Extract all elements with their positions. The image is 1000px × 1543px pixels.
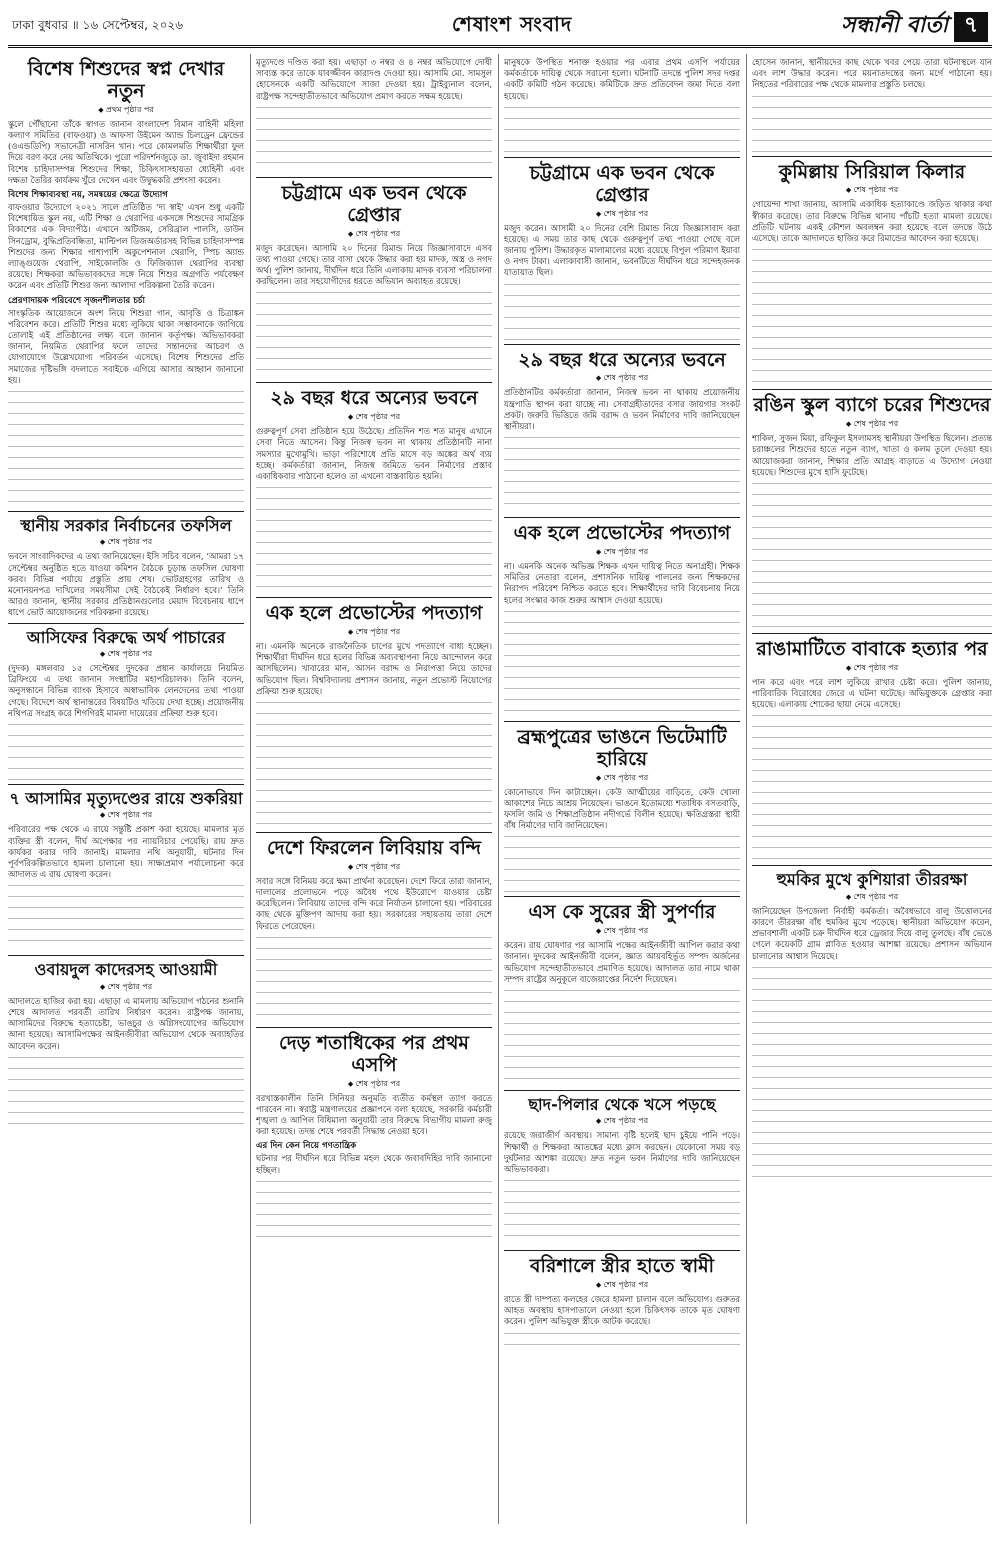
news-story xyxy=(256,54,492,178)
story-byline: ◆ শেষ পৃষ্ঠার পর xyxy=(256,626,492,639)
story-headline: ছাদ-পিলার থেকে খসে পড়ছে xyxy=(528,1094,716,1114)
text-filler xyxy=(256,933,492,1023)
text-filler xyxy=(256,698,492,828)
story-body: রয়েছে জরাজীর্ণ অবস্থায়। সামান্য বৃষ্টি হলেই ছাদ চুইয়ে পানি পড়ে। শিক্ষার্থী ও শিক্ষকরা আতঙ্কের মধ্যে ক্লাস করছেন। যেকোনো সময় বড় দুর্ঘটনার আশঙ্কা রয়েছে। দ্রুত নতুন ভবন নির্মাণের দাবি জানিয়েছেন অভিভাবকরা। xyxy=(504,1130,740,1174)
story-headline: হুমকির মুখে কুশিয়ারা তীররক্ষা xyxy=(776,870,968,890)
story-body: হোসেন জানান, স্থানীয়দের কাছ থেকে খবর পেয়ে তারা ঘটনাস্থলে যান এবং লাশ উদ্ধার করেন। পরে ময়নাতদন্তের জন্য মর্গে পাঠানো হয়। নিহতের পরিবারের পক্ষ থেকে মামলার প্রস্তুতি চলছে। xyxy=(752,57,992,90)
story-byline: ◆ শেষ পৃষ্ঠার পর xyxy=(752,891,992,904)
story-byline: ◆ শেষ পৃষ্ঠার পর xyxy=(504,1115,740,1128)
story-headline: কুমিল্লায় সিরিয়াল কিলার xyxy=(778,160,966,183)
news-story xyxy=(752,390,992,634)
news-story xyxy=(752,634,992,866)
issue-date: ঢাকা বুধবার ॥ ১৬ সেপ্টেম্বর, ২০২৬ xyxy=(12,17,184,32)
news-story xyxy=(8,624,244,785)
column-rule xyxy=(250,54,251,1524)
story-byline: ◆ শেষ পৃষ্ঠার পর xyxy=(256,411,492,424)
story-headline: দেশে ফিরলেন লিবিয়ায় বন্দি xyxy=(266,837,482,860)
newspaper-logo: সন্ধানী বার্তা xyxy=(841,12,948,38)
news-story xyxy=(256,178,492,384)
story-headline: স্থানীয় সরকার নির্বাচনের তফসিল xyxy=(20,515,232,535)
story-byline: ◆ শেষ পৃষ্ঠার পর xyxy=(504,1279,740,1292)
story-subheading: বিশেষ শিক্ষাব্যবস্থা নয়, সমন্বয়ের ক্ষেত্রে উদ্যোগ xyxy=(8,189,168,200)
story-headline: এক হলে প্রভোস্টের পদত্যাগ xyxy=(513,522,731,545)
page-number: ৭ xyxy=(954,12,988,42)
story-byline: ◆ শেষ পৃষ্ঠার পর xyxy=(8,648,244,661)
story-byline: ◆ শেষ পৃষ্ঠার পর xyxy=(752,418,992,431)
news-story xyxy=(8,54,244,512)
story-body: স্কুলে পৌঁছানো তাঁকে স্বাগত জানান বাংলাদেশ বিমান বাহিনী মহিলা কল্যাণ সমিতির (বাফওয়া) ও আফসা উইমেন অ্যান্ড চিলড্রেন ফ্রেন্ডের (ওএন্ডডিপি) সভানেত্রী নাসরিন খান। পরে কোমলমতি শিক্ষার্থীরা ফুল দিয়ে বরণ করে নেয় অতিথিকে। পুরো পরিদর্শনজুড়ে ডা. জুবাইদা রহমান বিশেষ চাহিদাসম্পন্ন শিশুদের শিক্ষা, চিকিৎসাসহায়তা ধ্যেহিনী এবং দক্ষতা তৈরির কার্যক্রম খুঁরে দেখেন এবং উদ্বুদ্ধকরি প্রশংসা করেন। xyxy=(8,118,244,185)
text-filler xyxy=(752,245,992,385)
story-byline: ◆ শেষ পৃষ্ঠার পর xyxy=(752,662,992,675)
news-story xyxy=(504,345,740,519)
story-body: পরিবারের পক্ষ থেকে এ রায়ে সন্তুষ্টি প্রকাশ করা হয়েছে। মামলার মৃত ব্যক্তির স্ত্রী বলেন, দীর্ঘ অপেক্ষার পর ন্যায়বিচার পেয়েছি। রায় দ্রুত কার্যকর করার দাবি জানাই। মামলার নথি অনুযায়ী, ঘটনার দিন পূর্বপরিকল্পিতভাবে হামলা চালানো হয়। সাক্ষ্যপ্রমাণ পর্যালোচনা করে আদালত এ রায় ঘোষণা করেন। xyxy=(8,824,244,880)
text-filler xyxy=(504,1176,740,1246)
story-body: প্রতিষ্ঠানটির কর্মকর্তারা জানান, নিজস্ব ভবন না থাকায় প্রয়োজনীয় যন্ত্রপাতি স্থাপন করা যাচ্ছে না। সেবাগ্রহীতাদের বসার জায়গার সংকট প্রকট। জরুরি ভিত্তিতে জমি বরাদ্দ ও ভবন নির্মাণের দাবি জানিয়েছেন স্থানীয়রা। xyxy=(504,387,740,431)
text-filler xyxy=(256,103,492,173)
story-body: রাতে স্ত্রী দাম্পত্য কলহের জেরে হামলা চালান বলে অভিযোগ। গুরুতর আহত অবস্থায় হাসপাতালে নেওয়া হলে চিকিৎসক তাকে মৃত ঘোষণা করেন। পুলিশ অভিযুক্ত স্ত্রীকে আটক করেছে। xyxy=(504,1294,740,1327)
story-byline: ◆ শেষ পৃষ্ঠার পর xyxy=(256,1078,492,1091)
news-story xyxy=(504,1251,740,1352)
story-headline: এক হলে প্রভোস্টের পদত্যাগ xyxy=(265,602,483,625)
story-headline: ২৯ বছর ধরে অন্যের ভবনে xyxy=(518,348,726,371)
text-filler xyxy=(504,986,740,1086)
story-body: মৃত্যুদণ্ডে দণ্ডিত করা হয়। এছাড়া ৩ নম্বর ও ৪ নম্বর অভিযোগে দোষী সাব্যস্ত করে তাকে যাবজ্জীবন কারাদণ্ড দেওয়া হয়। আসামি মো. সামসুল হোসেনকে একটি অভিযোগে সাজা দেওয়া হয়। ট্রাইব্যুনাল বলেন, রাষ্ট্রপক্ষ সন্দেহাতীতভাবে অভিযোগ প্রমাণ করতে সক্ষম হয়েছে। xyxy=(256,57,492,101)
text-filler xyxy=(752,963,992,1183)
news-story xyxy=(8,785,244,956)
story-byline: ◆ শেষ পৃষ্ঠার পর xyxy=(504,546,740,559)
news-story xyxy=(752,157,992,391)
news-story xyxy=(256,1028,492,1241)
news-story xyxy=(504,518,740,722)
text-filler xyxy=(256,288,492,378)
news-story xyxy=(256,383,492,598)
story-body: মানুষকে উপস্থিত শনাক্ত হওয়ার পর এবার প্রথম এসপি পর্যায়ের কর্মকর্তাকে দায়িত্ব থেকে সরানো হলো। ঘটনাটি তদন্তে পুলিশ সদর দপ্তর একটি কমিটি গঠন করেছে। কমিটিকে দ্রুত প্রতিবেদন জমা দিতে বলা হয়েছে। xyxy=(504,57,740,101)
text-filler xyxy=(752,479,992,629)
text-filler xyxy=(8,720,244,780)
story-headline: চট্টগ্রামে এক ভবন থেকে গ্রেপ্তার xyxy=(281,181,467,226)
story-body: কোনোভাবে দিন কাটাচ্ছেন। কেউ আত্মীয়ের বাড়িতে, কেউ খোলা আকাশের নিচে আশ্রয় নিয়েছেন। ভাঙনে ইতোমধ্যে শতাধিক বসতবাড়ি, ফসলি জমি ও শিক্ষাপ্রতিষ্ঠান নদীগর্ভে বিলীন হয়েছে। ক্ষতিগ্রস্তরা স্থায়ী বাঁধ নির্মাণের দাবি জানিয়েছেন। xyxy=(504,786,740,831)
story-headline: ৭ আসামির মৃত্যুদণ্ডের রায়ে শুকরিয়া xyxy=(9,788,243,808)
story-byline: ◆ শেষ পৃষ্ঠার পর xyxy=(8,981,244,994)
brand xyxy=(841,8,988,45)
text-filler xyxy=(504,607,740,717)
text-filler xyxy=(256,1177,492,1237)
news-story xyxy=(504,54,740,158)
text-filler xyxy=(504,433,740,513)
text-filler xyxy=(504,832,740,892)
story-body: মজুদ করেছেন। আসামি ২০ দিনের রিমান্ড নিয়ে জিজ্ঞাসাবাদে এসব তথ্য পাওয়া গেছে। তার বাসা থেকে উদ্ধার করা হয় মাদক, অস্ত্র ও নগদ অর্থ। পুলিশ জানায়, দীর্ঘদিন ধরে তিনি এলাকায় মাদক ব্যবসা পরিচালনা করছিলেন। তার সহযোগীদের ধরতে অভিযান অব্যাহত রয়েছে। xyxy=(256,242,492,287)
news-story xyxy=(504,722,740,898)
story-headline: বরিশালে স্ত্রীর হাতে স্বামী xyxy=(529,1255,715,1278)
story-body: সবার সঙ্গে বিনিময় করে ক্ষমা প্রার্থনা করেছেন। দেশে ফিরে তারা জানান, দালালের প্রলোভনে পড়ে অবৈধ পথে ইউরোপে যাওয়ার চেষ্টা করেছিলেন। লিবিয়ায় তাদের বন্দি করে নির্যাতন চালানো হয়। পরিবারের কাছ থেকে মুক্তিপণ আদায় করা হয়। সরকারের সহায়তায় তারা দেশে ফিরতে পেরেছেন। xyxy=(256,875,492,931)
story-headline: ব্রহ্মপুত্রের ভাঙনে ভিটেমাটি হারিয়ে xyxy=(517,725,727,770)
story-body: শাকিল, সুজন মিয়া, রফিকুল ইসলামসহ স্থানীয়রা উপস্থিত ছিলেন। প্রত্যন্ত চরাঞ্চলের শিশুদের হাতে নতুন ব্যাগ, খাতা ও কলম তুলে দেওয়া হয়। আয়োজকরা জানান, শিক্ষার প্রতি আগ্রহ বাড়াতে এ উদ্যোগ নেওয়া হয়েছে। শিশুদের মুখে হাসি ফুটেছে। xyxy=(752,433,992,477)
story-body: না। এমনকি অনেকে রাজনৈতিক চাপের মুখে পদত্যাগে বাধ্য হচ্ছেন। শিক্ষার্থীরা দীর্ঘদিন ধরে হলের বিভিন্ন অব্যবস্থাপনা নিয়ে আন্দোলন করে আসছিলেন। খাবারের মান, আসন বরাদ্দ ও নিরাপত্তা নিয়ে তাদের অভিযোগ ছিল। বিশ্ববিদ্যালয় প্রশাসন জানায়, নতুন প্রভোস্ট নিয়োগের প্রক্রিয়া শুরু হয়েছে। xyxy=(256,641,492,696)
news-story xyxy=(504,897,740,1091)
story-byline: ◆ প্রথম পৃষ্ঠার পর xyxy=(8,104,244,117)
text-filler xyxy=(8,387,244,507)
column-rule xyxy=(746,54,747,1524)
story-byline: ◆ শেষ পৃষ্ঠার পর xyxy=(256,861,492,874)
text-filler xyxy=(256,483,492,593)
story-body: গোয়েন্দা শাখা জানায়, আসামি একাধিক হত্যাকাণ্ডে জড়িত থাকার কথা স্বীকার করেছে। তার বিরুদ্ধে বিভিন্ন থানায় পাঁচটি হত্যা মামলা রয়েছে। প্রতিটি ঘটনায় একই কৌশল অবলম্বন করা হয়েছে বলে তদন্তে উঠে এসেছে। তাকে আদালতে হাজির করে রিমান্ডের আবেদন করা হয়েছে। xyxy=(752,199,992,244)
story-body: আদালতে হাজির করা হয়। এছাড়া এ মামলায় অভিযোগ গঠনের শুনানি শেষে আদালত পরবর্তী তারিখ নির্ধারণ করেন। রাষ্ট্রপক্ষ জানায়, আসামিদের বিরুদ্ধে হত্যাচেষ্টা, ভাঙচুর ও অগ্নিসংযোগের অভিযোগ আনা হয়েছে। আসামিপক্ষের আইনজীবীরা অভিযোগ থেকে অব্যাহতির আবেদন করেন। xyxy=(8,995,244,1051)
column-2 xyxy=(256,54,492,1524)
story-byline: ◆ শেষ পৃষ্ঠার পর xyxy=(504,772,740,785)
section-title: শেষাংশ সংবাদ xyxy=(451,12,573,36)
news-story xyxy=(504,1091,740,1251)
story-headline: রাঙামাটিতে বাবাকে হত্যার পর xyxy=(756,637,988,660)
news-story xyxy=(8,956,244,1136)
story-byline: ◆ শেষ পৃষ্ঠার পর xyxy=(8,536,244,549)
story-headline: এস কে সুরের স্ত্রী সুপর্ণার xyxy=(528,901,716,924)
news-story xyxy=(256,598,492,833)
story-headline: বিশেষ শিশুদের স্বপ্ন দেখার নতুন xyxy=(27,58,225,102)
story-body: জানিয়েছেন উপজেলা নির্বাহী কর্মকর্তা। অবৈধভাবে বালু উত্তোলনের কারণে তীররক্ষা বাঁধ হুমকির মুখে পড়েছে। স্থানীয়রা অভিযোগ করেন, প্রভাবশালী একটি চক্র দীর্ঘদিন ধরে ড্রেজার দিয়ে বালু তুলছে। বাঁধ ভেঙে গেলে কয়েকটি গ্রাম প্লাবিত হওয়ার আশঙ্কা রয়েছে। প্রশাসন অভিযান চালানোর আশ্বাস দিয়েছে। xyxy=(752,905,992,961)
text-filler xyxy=(504,1329,740,1349)
story-body: বরখাস্তকালীন তিনি সিনিয়র অনুমতি ব্যতীত কর্মস্থল ত্যাগ করতে পারবেন না। স্বরাষ্ট্র মন্ত্রণালয়ের প্রজ্ঞাপনে বলা হয়েছে, সরকারি কর্মচারী শৃঙ্খলা ও আপিল বিধিমালা অনুযায়ী তার বিরুদ্ধে বিভাগীয় মামলা রুজু করা হয়েছে। তদন্ত শেষে পরবর্তী সিদ্ধান্ত নেওয়া হবে। xyxy=(256,1092,492,1137)
column-4 xyxy=(752,54,992,1524)
story-body: না। এমনকি অনেক অভিজ্ঞ শিক্ষক এখন দায়িত্ব নিতে অনাগ্রহী। শিক্ষক সমিতির নেতারা বলেন, প্রশাসনিক দায়িত্ব পালনের জন্য শিক্ষকদের নিরাপদ পরিবেশ নিশ্চিত করতে হবে। শিক্ষার্থীদের দাবি বিবেচনায় নিয়ে হলের সংস্কার কাজ শুরুর আশ্বাস দেওয়া হয়েছে। xyxy=(504,561,740,605)
story-body: (দুদক) মঙ্গলবার ১৫ সেপ্টেম্বর দুদকের প্রধান কার্যালয়ে নিয়মিত ব্রিফিংয়ে এ তথ্য জানান সংস্থাটির মহাপরিচালক। তিনি বলেন, অনুসন্ধানে বিভিন্ন ব্যাংক হিসাবে অস্বাভাবিক লেনদেনের তথ্য পাওয়া গেছে। বিদেশে অর্থ স্থানান্তরের বিষয়টিও খতিয়ে দেখা হচ্ছে। প্রয়োজনীয় নথিপত্র সংগ্রহ করে শিগগিরই মামলা দায়েরের প্রক্রিয়া শুরু হবে। xyxy=(8,662,244,718)
story-body: সাংস্কৃতিক আয়োজনে অংশ নিয়ে শিশুরা গান, আবৃত্তি ও চিত্রাঙ্কন পরিবেশন করে। প্রতিটি শিশুর মধ্যে লুকিয়ে থাকা সম্ভাবনাকে জাগিয়ে তোলাই এই প্রতিষ্ঠানের লক্ষ্য বলে জানান কর্তৃপক্ষ। অভিভাবকরা জানান, নিয়মিত থেরাপির ফলে তাদের সন্তানদের আচরণ ও যোগাযোগে উল্লেখযোগ্য পরিবর্তন এসেছে। বিশেষ শিশুদের প্রতি সমাজের দৃষ্টিভঙ্গি বদলাতে সবাইকে এগিয়ে আসার আহ্বান জানানো হয়। xyxy=(8,307,244,385)
story-body: পান করে এবং পরে লাশ লুকিয়ে রাখার চেষ্টা করে। পুলিশ জানায়, পারিবারিক বিরোধের জেরে এ ঘটনা ঘটেছে। অভিযুক্তকে গ্রেপ্তার করা হয়েছে। এলাকায় শোকের ছায়া নেমে এসেছে। xyxy=(752,676,992,710)
story-headline: রঙিন স্কুল ব্যাগে চরের শিশুদের xyxy=(753,394,991,417)
story-headline: ওবায়দুল কাদেরসহ আওয়ামী xyxy=(34,960,218,980)
text-filler xyxy=(752,92,992,152)
story-byline: ◆ শেষ পৃষ্ঠার পর xyxy=(504,925,740,938)
story-subheading: প্রেরণাদায়ক পরিবেশে সৃজনশীলতার চর্চা xyxy=(8,295,146,306)
story-body: করেন। রায় ঘোষণার পর আসামি পক্ষের আইনজীবী আপিল করার কথা জানান। দুদকের আইনজীবী বলেন, জ্ঞাত আয়বহির্ভূত সম্পদ অর্জনের অভিযোগ সন্দেহাতীতভাবে প্রমাণিত হয়েছে। আদালত তার নামে থাকা সম্পদ রাষ্ট্রের অনুকূলে বাজেয়াপ্তের নির্দেশ দিয়েছেন। xyxy=(504,940,740,984)
story-byline: ◆ শেষ পৃষ্ঠার পর xyxy=(752,184,992,197)
masthead xyxy=(8,8,992,48)
text-filler xyxy=(8,881,244,951)
text-filler xyxy=(504,280,740,340)
story-headline: দেড় শতাধিকের পর প্রথম এসপি xyxy=(279,1031,469,1076)
column-1 xyxy=(8,54,244,1524)
news-story xyxy=(8,512,244,624)
news-story xyxy=(752,866,992,1186)
story-headline: চট্টগ্রামে এক ভবন থেকে গ্রেপ্তার xyxy=(529,161,715,206)
story-headline: ২৯ বছর ধরে অন্যের ভবনে xyxy=(270,387,478,410)
news-story xyxy=(504,158,740,345)
columns xyxy=(8,54,992,1524)
story-body: মজুদ করেন। আসামী ২০ দিনের বেশি রিমান্ড নিয়ে জিজ্ঞাসাবাদ করা হয়েছে। এ সময় তার কাছ থেকে গুরুত্বপূর্ণ তথ্য পাওয়া গেছে বলে জানায় পুলিশ। উদ্ধারকৃত মালামালের মধ্যে রয়েছে বিপুল পরিমাণ ইয়াবা ও নগদ টাকা। এলাকাবাসী জানান, ভবনটিতে দীর্ঘদিন ধরে সন্দেহজনক যাতায়াত ছিল। xyxy=(504,222,740,278)
story-byline: ◆ শেষ পৃষ্ঠার পর xyxy=(8,809,244,822)
text-filler xyxy=(504,103,740,153)
story-byline: ◆ শেষ পৃষ্ঠার পর xyxy=(256,228,492,241)
story-headline: আসিফের বিরুদ্ধে অর্থ পাচারের xyxy=(26,627,226,647)
story-byline: ◆ শেষ পৃষ্ঠার পর xyxy=(504,372,740,385)
text-filler xyxy=(752,711,992,861)
story-subheading: এর দিন কেন নিয়ে গণতান্ত্রিক xyxy=(256,1141,357,1152)
column-3 xyxy=(504,54,740,1524)
story-body: বাফওয়ার উদ্যোগে ২০২১ সালে প্রতিষ্ঠিত ‘দ্য স্বাই’ এখন শুধু একটি বিশেষায়িত স্কুল নয়, এটি শিক্ষা ও থেরাপির একসঙ্গে শিশুদের সামগ্রিক বিকাশের এক বিদ্যাপীঠ। এখানে অটিজম, সেরিব্রাল পালসি, ডাউন সিনড্রোম, বুদ্ধিপ্রতিবন্ধিতা, মাল্টিপল ডিজঅর্ডারসহ বিভিন্ন চাহিদাসম্পন্ন শিশুদের জন্য শিক্ষার পাশাপাশি অকুপেশনাল থেরাপি, স্পিচ অ্যান্ড ল্যাঙ্গুয়েজ থেরাপি, সাইকোলজি ও ফিজিক্যাল থেরাপির ব্যবস্থা রয়েছে। শিক্ষকরা অভিভাবকদের সঙ্গে নিয়ে শিশুর অগ্রগতি পর্যবেক্ষণ করেন এবং প্রতিটি শিশুর জন্য আলাদা পরিকল্পনা তৈরি করেন। xyxy=(8,201,244,291)
story-body: ঘটনার পর দীর্ঘদিন ধরে বিভিন্ন মহল থেকে জবাবদিহির দাবি জানানো হচ্ছিল। xyxy=(256,1153,492,1175)
news-story xyxy=(752,54,992,157)
text-filler xyxy=(8,1053,244,1133)
story-body: ভবনে সাংবাদিকদের এ তথ্য জানিয়েছেন। ইসি সচিব বলেন, ‘আমরা ১৭ সেপ্টেম্বর অনুষ্ঠিত হতে যাওয়া কমিশন বৈঠকে চূড়ান্ত তফসিল ঘোষণা করব। বিভিন্ন পর্যায়ে প্রস্তুতি প্রায় শেষ। ভোটগ্রহণের তারিখ ও মনোনয়নপত্র দাখিলের সময়সীমা সেই বৈঠকেই নির্ধারণ হবে।’ তিনি আরও জানান, স্থানীয় সরকার প্রতিষ্ঠানগুলোর মেয়াদ বিবেচনায় ধাপে ধাপে ভোট আয়োজনের পরিকল্পনা রয়েছে। xyxy=(8,551,244,618)
news-story xyxy=(256,833,492,1028)
column-rule xyxy=(498,54,499,1524)
newspaper-page xyxy=(8,8,992,1527)
story-body: গুরুত্বপূর্ণ সেবা প্রতিষ্ঠান হয়ে উঠেছে। প্রতিদিন শত শত মানুষ এখানে সেবা নিতে আসেন। কিন্তু নিজস্ব ভবন না থাকায় প্রতিষ্ঠানটি নানা সমস্যার মুখোমুখি। ভাড়া পরিশোধে প্রতি মাসে বড় অঙ্কের অর্থ ব্যয় হচ্ছে। কর্মকর্তারা জানান, নিজস্ব জমিতে ভবন নির্মাণের প্রস্তাব একাধিকবার পাঠানো হলেও তা এখনো বাস্তবায়িত হয়নি। xyxy=(256,426,492,481)
story-byline: ◆ শেষ পৃষ্ঠার পর xyxy=(504,208,740,221)
